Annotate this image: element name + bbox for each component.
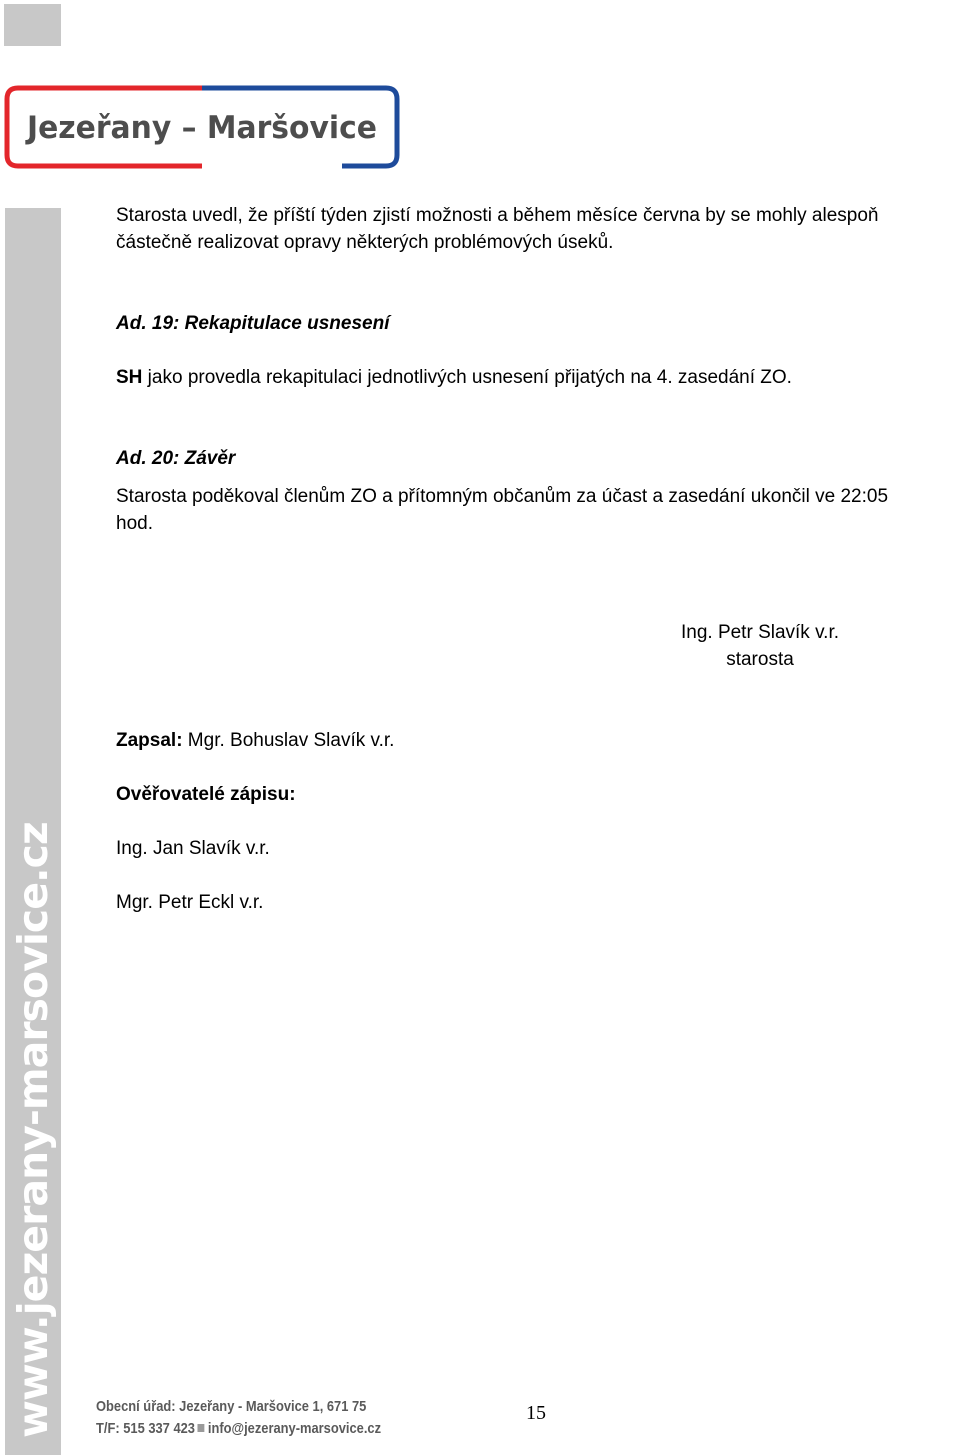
verifier-2: Mgr. Petr Eckl v.r. [116, 892, 264, 913]
recorded-by-label: Zapsal: [116, 730, 183, 751]
top-gray-square [4, 4, 61, 46]
heading-ad-20: Ad. 20: Závěr [116, 448, 236, 469]
logo-text: Jezeřany – Maršovice [25, 110, 377, 146]
footer-phone: T/F: 515 337 423 [96, 1420, 195, 1437]
verifier-1: Ing. Jan Slavík v.r. [116, 838, 270, 859]
verifiers-heading: Ověřovatelé zápisu: [116, 784, 296, 805]
recorded-by-name: Mgr. Bohuslav Slavík v.r. [182, 730, 395, 751]
recorded-by [116, 727, 394, 754]
footer-contact-line [96, 1418, 381, 1440]
footer-email: info@jezerany-marsovice.cz [207, 1420, 382, 1437]
resolutions-recap-text: jako provedla rekapitulaci jednotlivých usnesení přijatých na 4. zasedání ZO. [142, 367, 792, 388]
signature-name: Ing. Petr Slavík v.r. [680, 622, 840, 643]
bold-sh: SH [116, 367, 143, 388]
municipality-logo [4, 85, 400, 169]
signature-block [660, 619, 860, 673]
heading-ad-19: Ad. 19: Rekapitulace usnesení [116, 313, 390, 334]
footer-address: Obecní úřad: Jezeřany - Maršovice 1, 671 75 [96, 1398, 367, 1415]
sidebar-website-url: www.jezerany-marsovice.cz [9, 822, 57, 1438]
paragraph-conclusion: Starosta poděkoval členům ZO a přítomným občanům za účast a zasedání ukončil ve 22:05 hod. [116, 486, 889, 534]
paragraph-road-repairs: Starosta uvedl, že příští týden zjistí možnosti a během měsíce června by se mohly alespoň částečně realizovat opravy některých problémových úseků. [116, 205, 879, 253]
footer-contact-block [96, 1396, 381, 1440]
page-number: 15 [526, 1402, 546, 1424]
square-bullet-icon [198, 1424, 205, 1432]
paragraph-resolutions-recap [116, 364, 792, 391]
signature-role: starosta [726, 649, 794, 670]
